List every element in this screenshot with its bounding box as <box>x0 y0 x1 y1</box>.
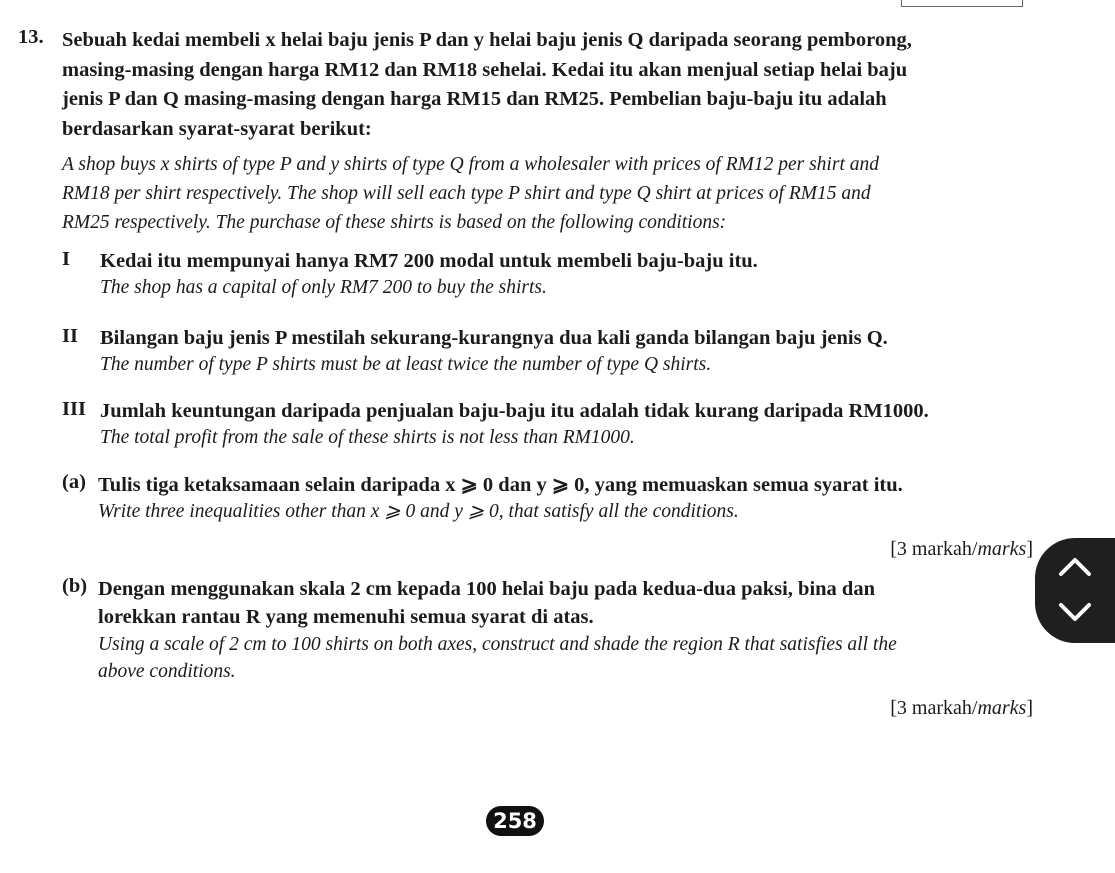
question-number: 13. <box>18 26 44 48</box>
condition-en: The shop has a capital of only RM7 200 to buy the shirts. <box>100 277 547 298</box>
condition-ms: Bilangan baju jenis P mestilah sekurang-kurangnya dua kali ganda bilangan baju jenis Q. <box>100 327 888 349</box>
top-bracket-decoration <box>901 0 1023 7</box>
part-a-ms: Tulis tiga ketaksamaan selain daripada x ⩾ 0 dan y ⩾ 0, yang memuaskan semua syarat itu. <box>98 474 903 496</box>
question-stem-english <box>62 150 1062 237</box>
part-label: (a) <box>62 471 86 493</box>
page-number-badge: 258 <box>486 806 544 836</box>
part-label: (b) <box>62 575 88 597</box>
part-a-marks: [3 markah/marks] <box>890 538 1033 560</box>
part-b-en-line-2: above conditions. <box>98 661 236 682</box>
stem-ms-line-2: masing-masing dengan harga RM12 dan RM18 sehelai. Kedai itu akan menjual setiap helai baju <box>62 58 908 81</box>
condition-en: The number of type P shirts must be at least twice the number of type Q shirts. <box>100 354 712 375</box>
stem-ms-line-3: jenis P dan Q masing-masing dengan harga RM15 dan RM25. Pembelian baju-baju itu adalah <box>62 88 887 110</box>
condition-label: III <box>62 398 86 420</box>
part-b-ms-line-1: Dengan menggunakan skala 2 cm kepada 100 helai baju pada kedua-dua paksi, bina dan <box>98 578 875 600</box>
part-a <box>62 471 1042 531</box>
condition-2 <box>62 325 1042 385</box>
condition-ms: Kedai itu mempunyai hanya RM7 200 modal untuk membeli baju-baju itu. <box>100 250 758 272</box>
stem-en-line-3: RM25 respectively. The purchase of these shirts is based on the following conditions: <box>62 212 727 233</box>
stem-en-line-1: A shop buys x shirts of type P and y shirts of type Q from a wholesaler with prices of RM12 per shirt and <box>62 154 879 175</box>
chevron-down-icon[interactable] <box>1057 593 1093 633</box>
scroll-controls <box>1035 538 1115 643</box>
stem-ms-line-1: Sebuah kedai membeli x helai baju jenis P dan y helai baju jenis Q daripada seorang pemborong, <box>62 29 912 51</box>
condition-label: II <box>62 325 78 347</box>
chevron-up-icon[interactable] <box>1057 546 1093 586</box>
stem-en-line-2: RM18 per shirt respectively. The shop will sell each type P shirt and type Q shirt at prices of RM15 and <box>62 183 871 204</box>
part-a-en: Write three inequalities other than x ⩾ 0 and y ⩾ 0, that satisfy all the conditions. <box>98 501 739 522</box>
condition-3 <box>62 398 1042 458</box>
condition-en: The total profit from the sale of these shirts is not less than RM1000. <box>100 427 635 448</box>
part-b-en-line-1: Using a scale of 2 cm to 100 shirts on both axes, construct and shade the region R that satisfies all the <box>98 634 897 655</box>
part-b-marks: [3 markah/marks] <box>890 697 1033 719</box>
part-b-ms-line-2: lorekkan rantau R yang memenuhi semua syarat di atas. <box>98 606 594 628</box>
condition-label: I <box>62 248 70 270</box>
stem-ms-line-4: berdasarkan syarat-syarat berikut: <box>62 117 372 140</box>
condition-ms: Jumlah keuntungan daripada penjualan baju-baju itu adalah tidak kurang daripada RM1000. <box>100 400 929 422</box>
question-stem-malay <box>62 26 1062 144</box>
condition-1 <box>62 248 1042 308</box>
part-b <box>62 575 1042 685</box>
